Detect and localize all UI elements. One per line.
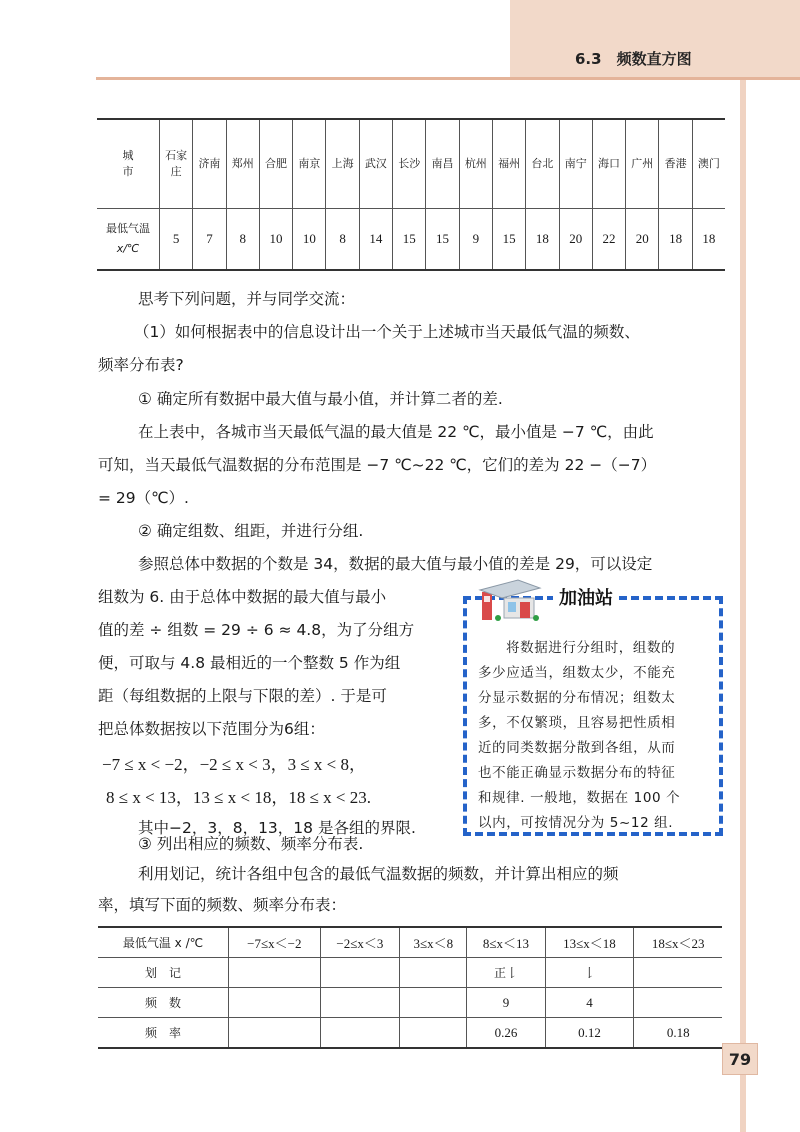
city-name-line: 庄: [170, 165, 182, 178]
temp-value: 18: [526, 209, 559, 271]
temp-value: 7: [193, 209, 226, 271]
temp-value: 22: [592, 209, 625, 271]
side-margin-band: [740, 80, 746, 1132]
tip-line: 多少应适当，组数太少，不能充: [478, 665, 676, 681]
city-name: [592, 119, 625, 209]
question-1-line1: （1）如何根据表中的信息设计出一个关于上述城市当天最低气温的频数、: [134, 323, 640, 341]
freq-cell: 0.12: [545, 1018, 634, 1049]
section-title: 6.3 频数直方图: [575, 50, 692, 68]
temp-value: 20: [559, 209, 592, 271]
city-name: [692, 119, 725, 209]
step-3: ③ 列出相应的频数、频率分布表.: [138, 835, 364, 853]
city-name-line: 郑州: [231, 157, 254, 170]
city-name: [293, 119, 326, 209]
city-name-line: 台北: [531, 157, 554, 170]
tip-line: 和规律. 一般地，数据在 100 个: [478, 790, 681, 806]
freq-header-cell: −2≤x＜3: [320, 927, 399, 958]
freq-cell: [229, 958, 321, 988]
freq-cell: 4: [545, 988, 634, 1018]
paragraph-groups-line2: 组数为 6. 由于总体中数据的最大值与最小: [98, 588, 387, 606]
freq-header-cell: 13≤x＜18: [545, 927, 634, 958]
city-name-line: 澳门: [697, 157, 720, 170]
city-name-line: 南宁: [564, 157, 587, 170]
paragraph-groups-line4: 便，可取与 4.8 最相近的一个整数 5 作为组: [98, 654, 401, 672]
ranges-line1: −7 ≤ x < −2，−2 ≤ x < 3，3 ≤ x < 8，: [102, 755, 367, 774]
city-name-line: 石家: [165, 149, 188, 162]
freq-header-cell: 8≤x＜13: [467, 927, 545, 958]
freq-row-label: 划 记: [98, 958, 229, 988]
city-name: [259, 119, 292, 209]
city-name-line: 杭州: [464, 157, 487, 170]
tip-line: 将数据进行分组时，组数的: [506, 640, 676, 656]
freq-row-label: 频 率: [144, 1026, 181, 1040]
temp-value: 14: [359, 209, 392, 271]
city-name: [492, 119, 525, 209]
city-name: [459, 119, 492, 209]
step-2: ② 确定组数、组距，并进行分组.: [138, 522, 364, 540]
city-name-line: 南昌: [431, 157, 454, 170]
paragraph-boundaries: 其中−2，3，8，13，18 是各组的界限.: [138, 819, 416, 837]
freq-cell: [229, 1018, 321, 1049]
row-header-temp-line1: 最低气温: [106, 222, 150, 235]
tip-title: 加油站: [553, 584, 619, 610]
paragraph-range-line3: = 29（℃）.: [98, 489, 189, 507]
freq-cell: [400, 988, 467, 1018]
temp-value: 18: [692, 209, 725, 271]
city-name: [659, 119, 692, 209]
freq-cell: 𠄌: [545, 958, 634, 988]
freq-header-cell: 18≤x＜23: [634, 927, 722, 958]
paragraph-tally-line1: 利用划记，统计各组中包含的最低气温数据的频数，并计算出相应的频: [138, 865, 619, 883]
freq-cell: [320, 988, 399, 1018]
freq-cell: [320, 958, 399, 988]
temp-value: 5: [160, 209, 193, 271]
city-name: [526, 119, 559, 209]
paragraph-groups-line1: 参照总体中数据的个数是 34，数据的最大值与最小值的差是 29，可以设定: [138, 555, 653, 573]
city-name-line: 武汉: [364, 157, 387, 170]
freq-cell: 正𠄌: [467, 958, 545, 988]
temp-value: 18: [659, 209, 692, 271]
freq-row-label: 频 数: [98, 988, 229, 1018]
freq-cell: [229, 988, 321, 1018]
city-name: [559, 119, 592, 209]
temp-value: 15: [393, 209, 426, 271]
tip-line: 分显示数据的分布情况；组数太: [478, 690, 676, 706]
freq-cell: 0.26: [467, 1018, 545, 1049]
temp-value: 10: [259, 209, 292, 271]
city-name-line: 海口: [598, 157, 620, 170]
paragraph-range-line2: 可知，当天最低气温数据的分布范围是 −7 ℃~22 ℃，它们的差为 22 −（−7）: [98, 456, 657, 474]
row-header-temperature: [97, 209, 160, 271]
freq-cell: [400, 1018, 467, 1049]
temp-value: 8: [226, 209, 259, 271]
paragraph-groups-line5: 距（每组数据的上限与下限的差）. 于是可: [98, 687, 387, 705]
city-name-line: 合肥: [265, 157, 288, 170]
freq-cell: [634, 958, 722, 988]
city-name: [359, 119, 392, 209]
freq-cell: [400, 958, 467, 988]
temp-value: 20: [626, 209, 659, 271]
tip-line: 近的同类数据分散到各组，从而: [478, 740, 676, 756]
temp-value: 9: [459, 209, 492, 271]
paragraph-range-line1: 在上表中，各城市当天最低气温的最大值是 22 ℃，最小值是 −7 ℃，由此: [138, 423, 654, 441]
question-1-line2: 频率分布表?: [98, 356, 184, 374]
city-name-line: 济南: [198, 157, 221, 170]
page-number: 79: [722, 1043, 758, 1075]
ranges-line2: 8 ≤ x < 13，13 ≤ x < 18，18 ≤ x < 23.: [106, 788, 372, 807]
temp-value: 15: [492, 209, 525, 271]
city-temperature-table: [97, 118, 725, 271]
freq-cell: 9: [467, 988, 545, 1018]
city-name: [160, 119, 193, 209]
city-name: [326, 119, 359, 209]
city-name: [393, 119, 426, 209]
header-rule: [96, 77, 800, 80]
city-name: [426, 119, 459, 209]
city-name-line: 香港: [664, 157, 687, 170]
tip-line: 也不能正确显示数据分布的特征: [478, 765, 676, 781]
row-header-city-line2: 市: [122, 165, 134, 178]
gas-station-icon: [478, 574, 542, 624]
city-name: [193, 119, 226, 209]
city-name-line: 福州: [498, 157, 521, 170]
step-1: ① 确定所有数据中最大值与最小值，并计算二者的差.: [138, 390, 503, 408]
paragraph-groups-line6: 把总体数据按以下范围分为6组：: [98, 720, 325, 738]
freq-header-cell: −7≤x＜−2: [229, 927, 321, 958]
tip-line: 以内，可按情况分为 5~12 组.: [478, 815, 674, 831]
paragraph-think: 思考下列问题，并与同学交流：: [138, 290, 356, 308]
city-name: [226, 119, 259, 209]
paragraph-tally-line2: 率，填写下面的频数、频率分布表：: [98, 896, 347, 914]
city-name-line: 长沙: [398, 157, 421, 170]
temp-value: 10: [293, 209, 326, 271]
freq-cell: [634, 988, 722, 1018]
row-header-temp-line2: x/℃: [116, 242, 140, 255]
row-header-city: [97, 119, 160, 209]
freq-header-cell: 最低气温 x /℃: [98, 927, 229, 958]
city-name: [626, 119, 659, 209]
freq-cell: [320, 1018, 399, 1049]
freq-cell: 0.18: [634, 1018, 722, 1049]
temp-value: 8: [326, 209, 359, 271]
city-name-line: 上海: [331, 157, 354, 170]
freq-header-cell: 3≤x＜8: [400, 927, 467, 958]
city-name-line: 广州: [631, 157, 654, 170]
row-header-city-line1: 城: [122, 149, 134, 162]
frequency-distribution-table: [98, 926, 722, 1049]
tip-line: 多，不仅繁琐，且容易把性质相: [478, 715, 676, 731]
paragraph-groups-line3: 值的差 ÷ 组数 = 29 ÷ 6 ≈ 4.8，为了分组方: [98, 621, 415, 639]
temp-value: 15: [426, 209, 459, 271]
city-name-line: 南京: [298, 157, 321, 170]
